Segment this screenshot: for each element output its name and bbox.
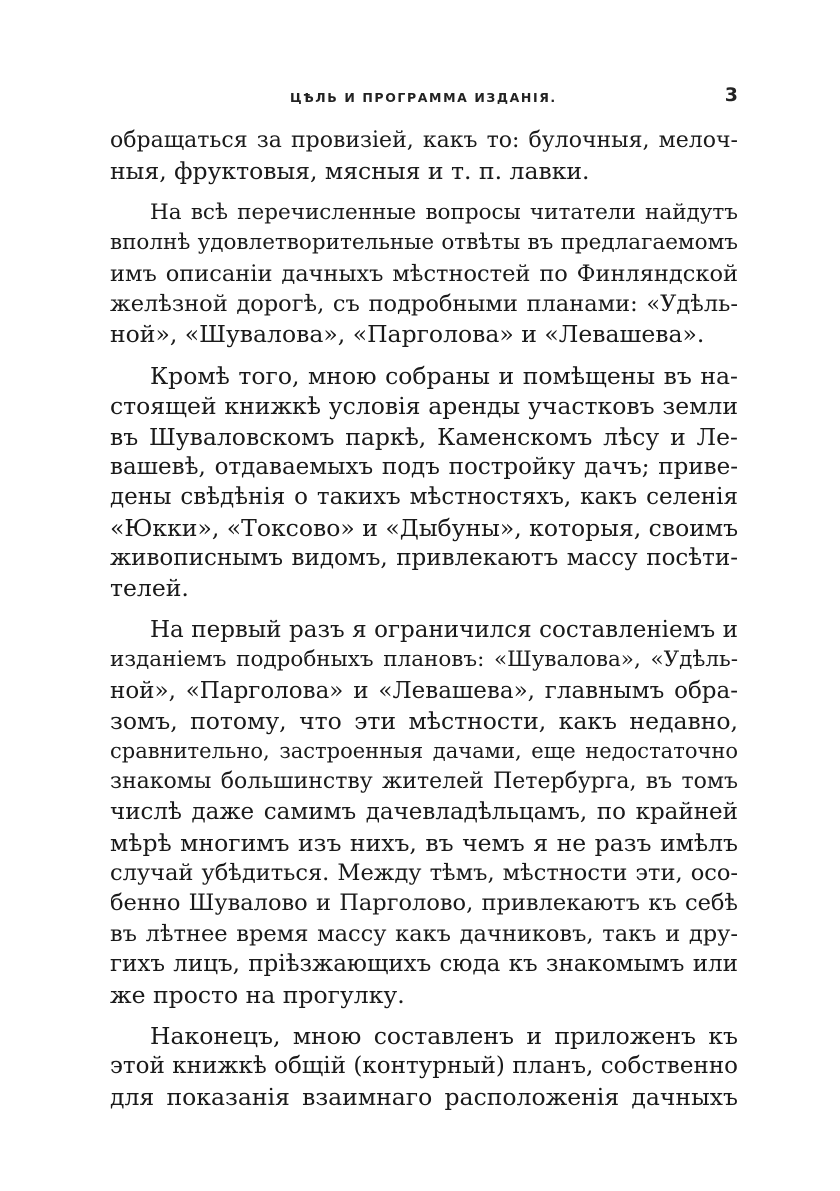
text-line: стоящей книжкѣ условiя аренды участковъ земли [110, 392, 738, 421]
text-line: телей. [110, 574, 189, 603]
text-line: сравнительно, застроенныя дачами, еще недостаточно [110, 739, 738, 764]
running-title: ЦѢЛЬ И ПРОГРАММА ИЗДАНІЯ. [290, 90, 557, 105]
text-line: въ лѣтнее время массу какъ дачниковъ, такъ и дру- [110, 920, 738, 947]
text-line: бенно Шувалово и Парголово, привлекаютъ къ себѣ [110, 890, 738, 917]
text-line: «Юкки», «Токсово» и «Дыбуны», которыя, своимъ [110, 513, 739, 542]
text-line: ныя, фруктовыя, мясныя и т. п. лавки. [110, 157, 590, 186]
text-line: зомъ, потому, что эти мѣстности, какъ недавно, [110, 707, 738, 736]
paragraph-1 [110, 126, 738, 187]
text-line: дены свѣдѣнiя о такихъ мѣстностяхъ, какъ селенiя [110, 484, 738, 511]
text-line: желѣзной дорогѣ, съ подробными планами: «Удѣль- [110, 290, 738, 317]
text-line: имъ описанiи дачныхъ мѣстностей по Финляндской [110, 260, 738, 287]
text-line: случай убѣдиться. Между тѣмъ, мѣстности эти, осо- [110, 859, 738, 886]
paragraph-3 [110, 361, 738, 604]
paragraph-5 [110, 1021, 738, 1112]
text-line: живописнымъ видомъ, привлекаютъ массу посѣти- [110, 545, 738, 572]
text-line: гихъ лицъ, прiѣзжающихъ сюда къ знакомымъ или [110, 951, 738, 978]
text-line: изданiемъ подробныхъ плановъ: «Шувалова», «Удѣль- [110, 647, 738, 673]
text-line: числѣ даже самимъ дачевладѣльцамъ, по крайней [110, 799, 738, 826]
text-line: для показанiя взаимнаго расположенiя дачныхъ [110, 1082, 738, 1111]
text-line: мѣрѣ многимъ изъ нихъ, въ чемъ я не разъ имѣлъ [110, 828, 738, 857]
text-line: вполнѣ удовлетворительные отвѣты въ предлагаемомъ [110, 230, 738, 256]
text-line: Кромѣ того, мною собраны и помѣщены въ на- [150, 361, 738, 390]
paragraph-4 [110, 615, 738, 1010]
text-line: На всѣ перечисленные вопросы читатели найдутъ [150, 199, 738, 225]
text-line: Наконецъ, мною составленъ и приложенъ къ [150, 1021, 738, 1050]
page-number: 3 [724, 84, 738, 106]
text-line: же просто на прогулку. [110, 980, 405, 1009]
text-line: этой книжкѣ общiй (контурный) планъ, собственно [110, 1053, 738, 1080]
text-line: знакомы большинству жителей Петербурга, въ томъ [110, 768, 738, 794]
text-line: ной», «Шувалова», «Парголова» и «Левашева». [110, 320, 705, 349]
text-line: обращаться за провизiей, какъ то: булочныя, мелоч- [110, 128, 738, 153]
paragraph-2 [110, 198, 738, 350]
text-line: въ Шуваловскомъ паркѣ, Каменскомъ лѣсу и Ле- [110, 422, 738, 451]
text-line: ной», «Парголова» и «Левашева», главнымъ обра- [110, 677, 738, 704]
running-head [112, 86, 738, 112]
text-line: На первый разъ я ограничился составленiемъ и [150, 616, 738, 643]
text-line: вашевѣ, отдаваемыхъ подъ постройку дачъ; приве- [110, 453, 738, 480]
body-text [110, 126, 738, 1112]
